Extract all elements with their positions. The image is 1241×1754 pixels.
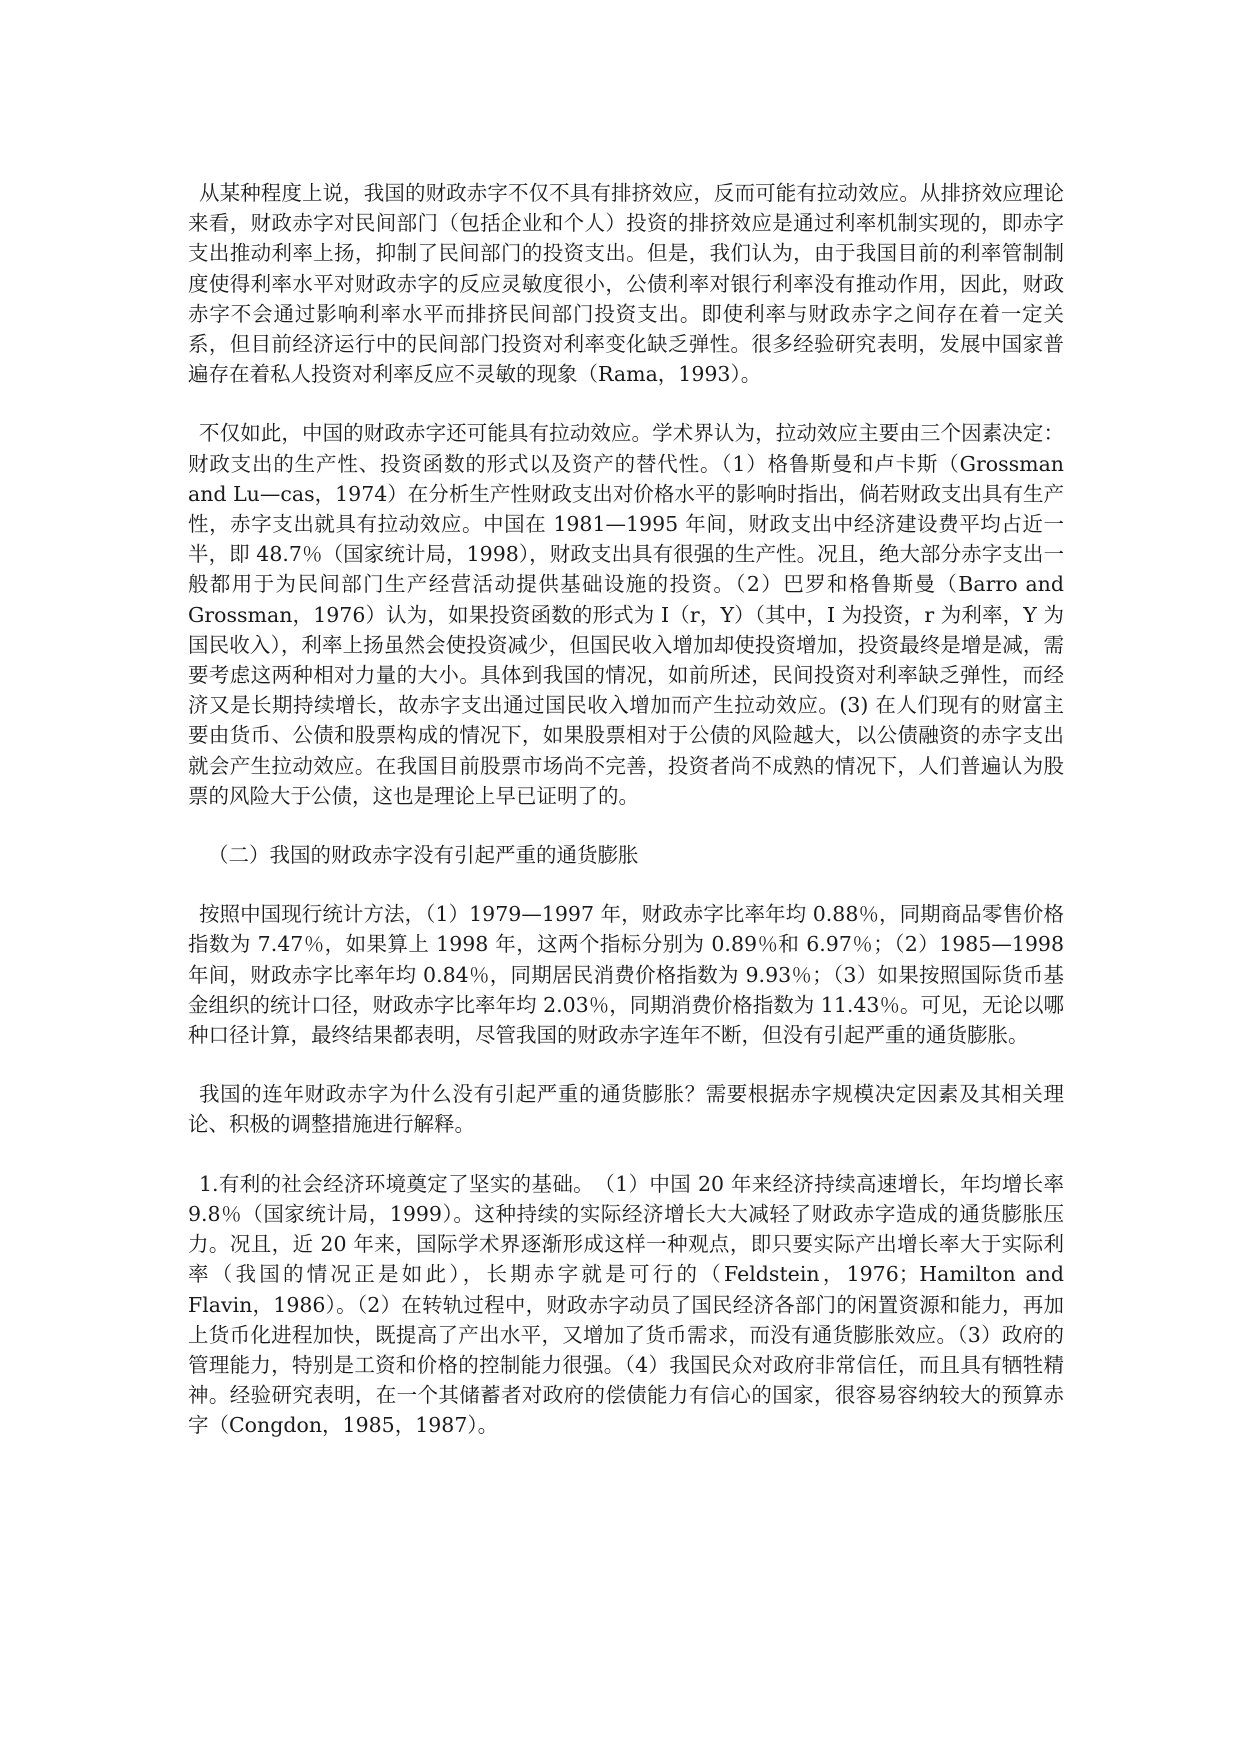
document-page [188, 178, 1064, 1470]
section-heading: （二）我国的财政赤字没有引起严重的通货膨胀 [208, 843, 639, 868]
paragraph-economic-environment: 1.有利的社会经济环境奠定了坚实的基础。 （1）中国 20 年来经济持续高速增长，年均增长率 9.8％（国家统计局，1999）。这种持续的实际经济增长大大减轻了财政赤字造成的通货膨胀压力。况且，近 20 年来，国际学术界逐渐形成这样一种观点，即只要实际产出增长率大于实际利率（我国的情况正是如此），长期赤字就是可行的（Feldstein，1976；Hamilton and Flavin，1986）。（2）在转轨过程中，财政赤字动员了国民经济各部门的闲置资源和能力，再加上货币化进程加快，既提高了产出水平，又增加了货币需求，而没有通货膨胀效应。（3）政府的管理能力，特别是工资和价格的控制能力很强。（4）我国民众对政府非常信任，而且具有牺牲精神。经验研究表明，在一个其储蓄者对政府的偿债能力有信心的国家，很容易容纳较大的预算赤字（Congdon，1985，1987）。 [188, 1171, 1064, 1438]
paragraph-pull-effect: 不仅如此，中国的财政赤字还可能具有拉动效应。学术界认为，拉动效应主要由三个因素决定：财政支出的生产性、投资函数的形式以及资产的替代性。（1）格鲁斯曼和卢卡斯（Grossman and Lu—cas，1974）在分析生产性财政支出对价格水平的影响时指出，倘若财政支出具有生产性，赤字支出就具有拉动效应。中国在 1981—1995 年间，财政支出中经济建设费平均占近一半，即 48.7％（国家统计局，1998），财政支出具有很强的生产性。况且，绝大部分赤字支出一般都用于为民间部门生产经营活动提供基础设施的投资。（2）巴罗和格鲁斯曼（Barro and Grossman，1976）认为，如果投资函数的形式为 I（r，Y）（其中，I 为投资，r 为利率，Y 为国民收入），利率上扬虽然会使投资减少，但国民收入增加却使投资增加，投资最终是增是减，需要考虑这两种相对力量的大小。具体到我国的情况，如前所述，民间投资对利率缺乏弹性，而经济又是长期持续增长，故赤字支出通过国民收入增加而产生拉动效应。(3) 在人们现有的财富主要由货币、公债和股票构成的情况下，如果股票相对于公债的风险越大，以公债融资的赤字支出就会产生拉动效应。在我国目前股票市场尚不完善，投资者尚不成熟的情况下，人们普遍认为股票的风险大于公债，这也是理论上早已证明了的。 [188, 421, 1064, 808]
paragraph-statistics: 按照中国现行统计方法，（1）1979—1997 年，财政赤字比率年均 0.88％，同期商品零售价格指数为 7.47％，如果算上 1998 年，这两个指标分别为 0.89％和 6.97％；（2）1985—1998 年间，财政赤字比率年均 0.84％，同期居民消费价格指数为 9.93％；（3）如果按照国际货币基金组织的统计口径，财政赤字比率年均 2.03％，同期消费价格指数为 11.43％。可见，无论以哪种口径计算，最终结果都表明，尽管我国的财政赤字连年不断，但没有引起严重的通货膨胀。 [188, 902, 1064, 1048]
paragraph-question: 我国的连年财政赤字为什么没有引起严重的通货膨胀？需要根据赤字规模决定因素及其相关理论、积极的调整措施进行解释。 [188, 1082, 1064, 1137]
paragraph-crowding-out: 从某种程度上说，我国的财政赤字不仅不具有排挤效应，反而可能有拉动效应。从排挤效应理论来看，财政赤字对民间部门（包括企业和个人）投资的排挤效应是通过利率机制实现的，即赤字支出推动利率上扬，抑制了民间部门的投资支出。但是，我们认为，由于我国目前的利率管制制度使得利率水平对财政赤字的反应灵敏度很小，公债利率对银行利率没有推动作用，因此，财政赤字不会通过影响利率水平而排挤民间部门投资支出。即使利率与财政赤字之间存在着一定关系，但目前经济运行中的民间部门投资对利率变化缺乏弹性。很多经验研究表明，发展中国家普遍存在着私人投资对利率反应不灵敏的现象（Rama，1993）。 [188, 181, 1064, 387]
